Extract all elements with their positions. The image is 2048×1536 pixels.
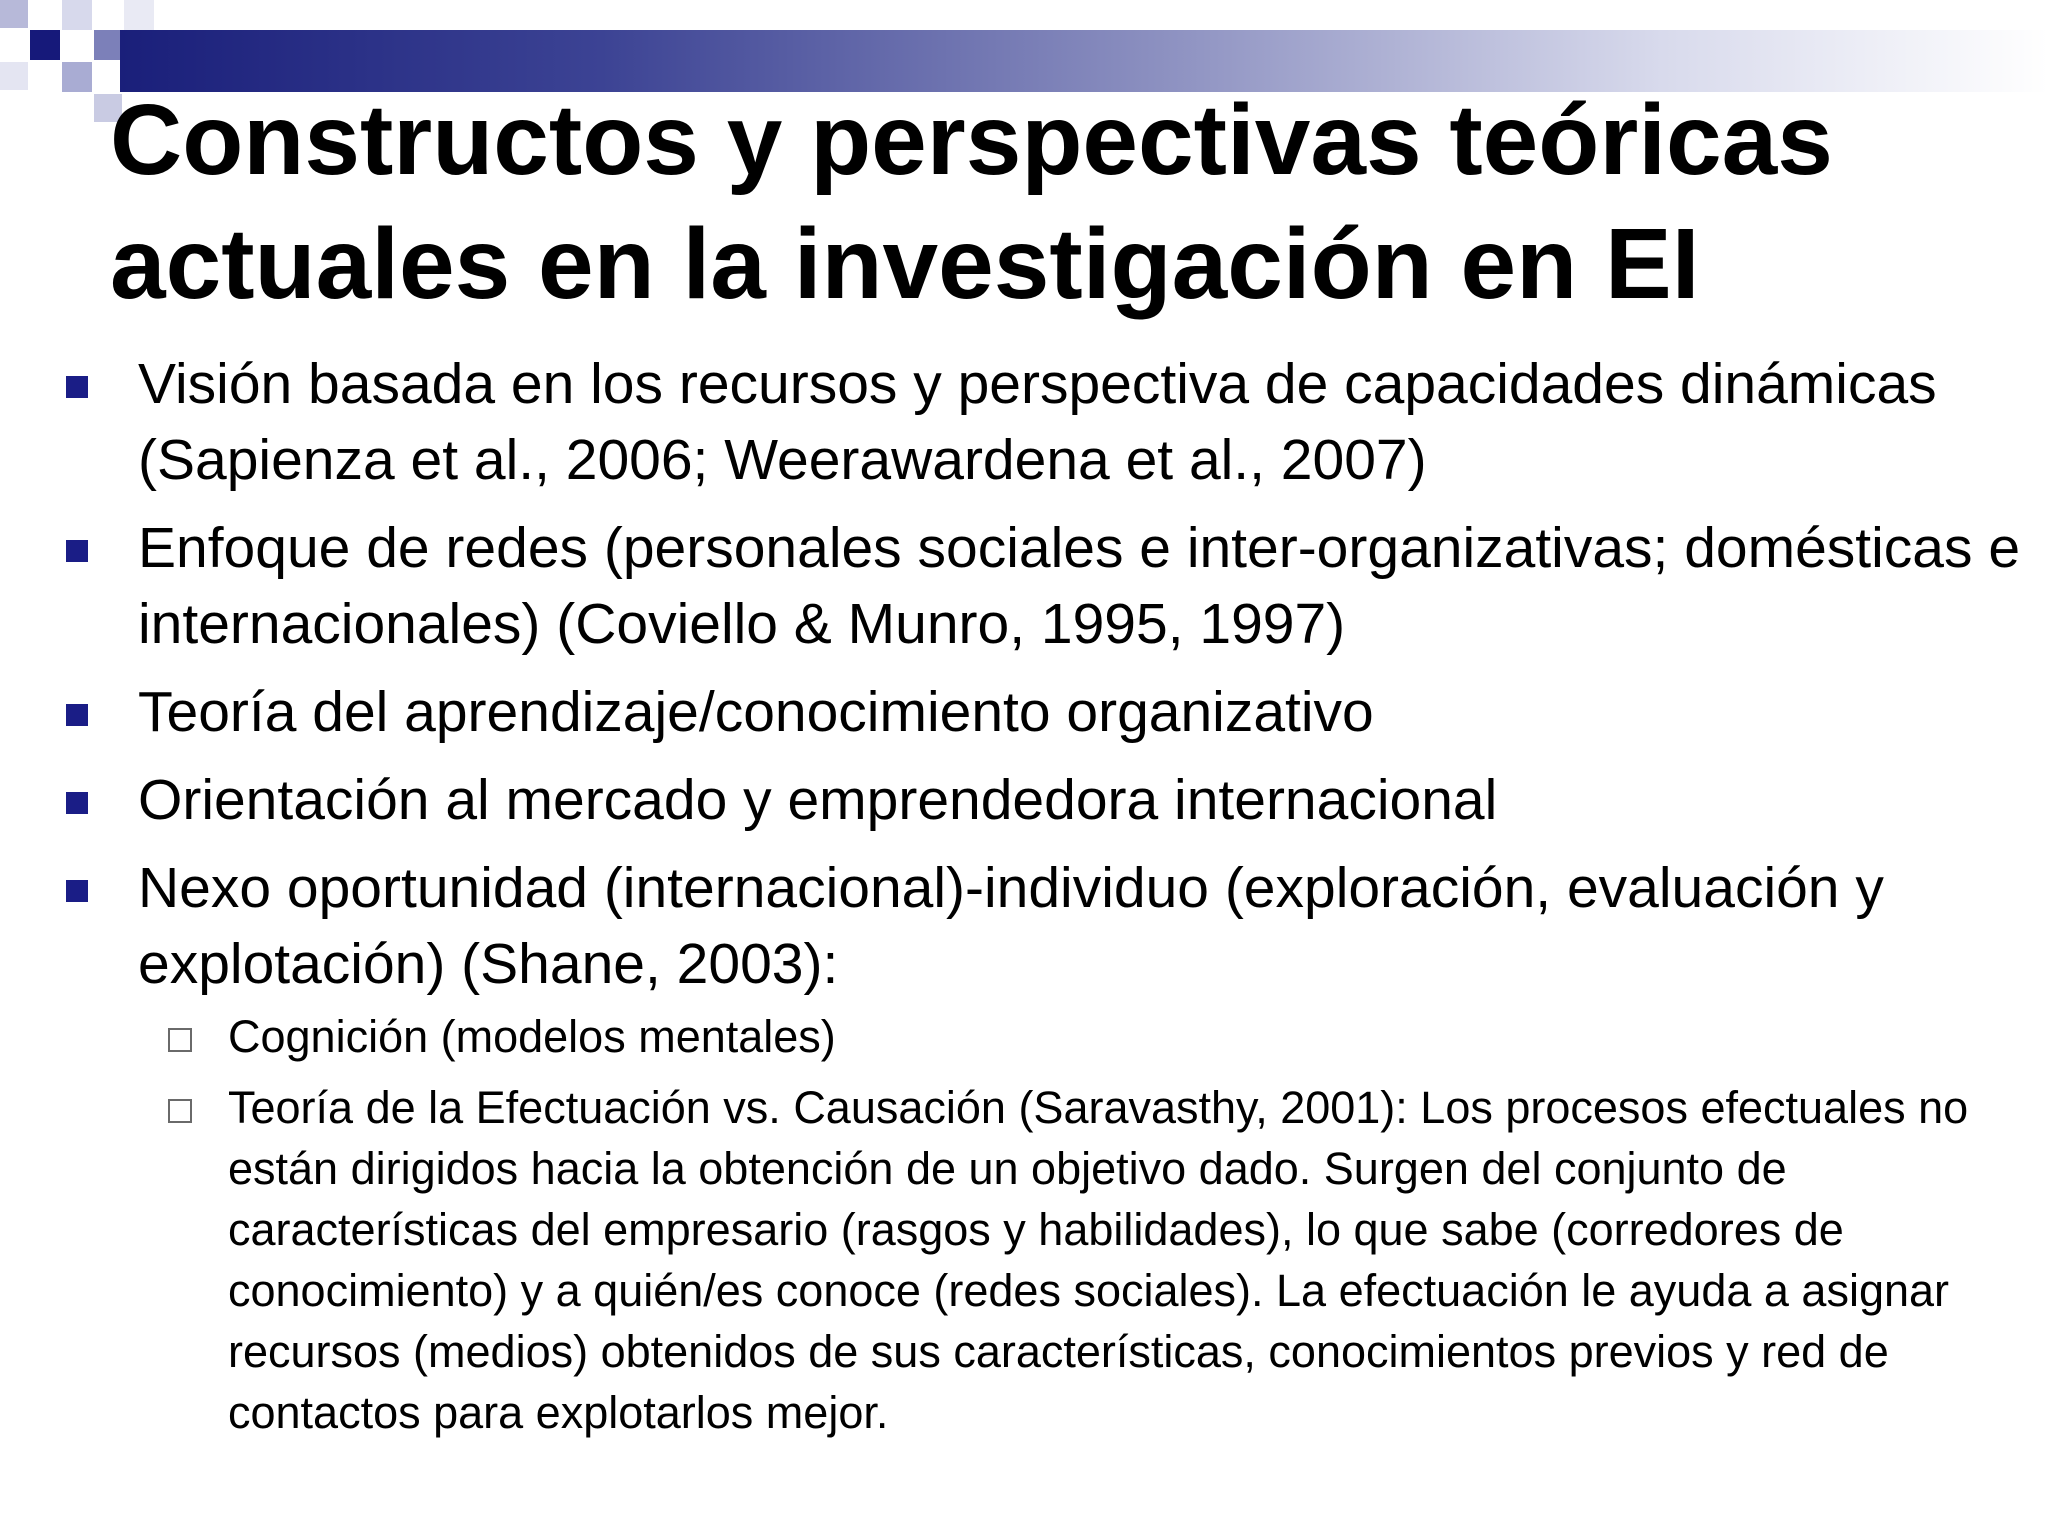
hollow-square-bullet-icon	[168, 1028, 192, 1052]
decorative-square	[62, 0, 92, 30]
decorative-square	[0, 62, 28, 90]
subbullet-text: Teoría de la Efectuación vs. Causación (Saravasthy, 2001): Los procesos efectuales no están dirigidos hacia la obtención de un objetivo dado. Surgen del conjunto de características del empresario (rasgos y habilidades), lo que sabe (corredores de conocimiento) y a quién/es conoce (redes sociales). La efectuación le ayuda a asignar recursos (medios) obtenidos de sus características, conocimientos previos y red de contactos para explotarlos mejor.	[228, 1082, 1969, 1438]
square-bullet-icon	[66, 376, 88, 398]
decorative-square	[124, 0, 154, 30]
bullet-text: Enfoque de redes (personales sociales e inter-organizativas; domésticas e internacionales) (Coviello & Munro, 1995, 1997)	[138, 516, 2021, 656]
bullet-item	[0, 762, 2048, 838]
bullet-item	[0, 674, 2048, 750]
hollow-square-bullet-icon	[168, 1099, 192, 1123]
square-bullet-icon	[66, 540, 88, 562]
bullet-item	[0, 850, 2048, 1443]
decorative-square	[30, 30, 60, 60]
square-bullet-icon	[66, 792, 88, 814]
bullet-text: Nexo oportunidad (internacional)-individuo (exploración, evaluación y explotación) (Shane, 2003):	[138, 856, 1884, 996]
bullet-text: Teoría del aprendizaje/conocimiento organizativo	[138, 680, 1374, 744]
bullet-list	[0, 346, 2048, 1455]
slide-title: Constructos y perspectivas teóricas actuales en la investigación en EI	[110, 84, 1833, 320]
subbullet-text: Cognición (modelos mentales)	[228, 1011, 836, 1062]
bullet-text: Orientación al mercado y emprendedora internacional	[138, 768, 1498, 832]
bullet-item	[0, 510, 2048, 662]
square-bullet-icon	[66, 880, 88, 902]
decorative-square	[62, 62, 92, 92]
square-bullet-icon	[66, 704, 88, 726]
subbullet-item	[0, 1077, 2028, 1443]
bullet-item	[0, 346, 2048, 498]
decorative-square	[0, 0, 28, 28]
subbullet-list	[138, 1006, 2028, 1443]
bullet-text: Visión basada en los recursos y perspectiva de capacidades dinámicas (Sapienza et al., 2006; Weerawardena et al., 2007)	[138, 352, 1937, 492]
subbullet-item	[0, 1006, 2028, 1067]
